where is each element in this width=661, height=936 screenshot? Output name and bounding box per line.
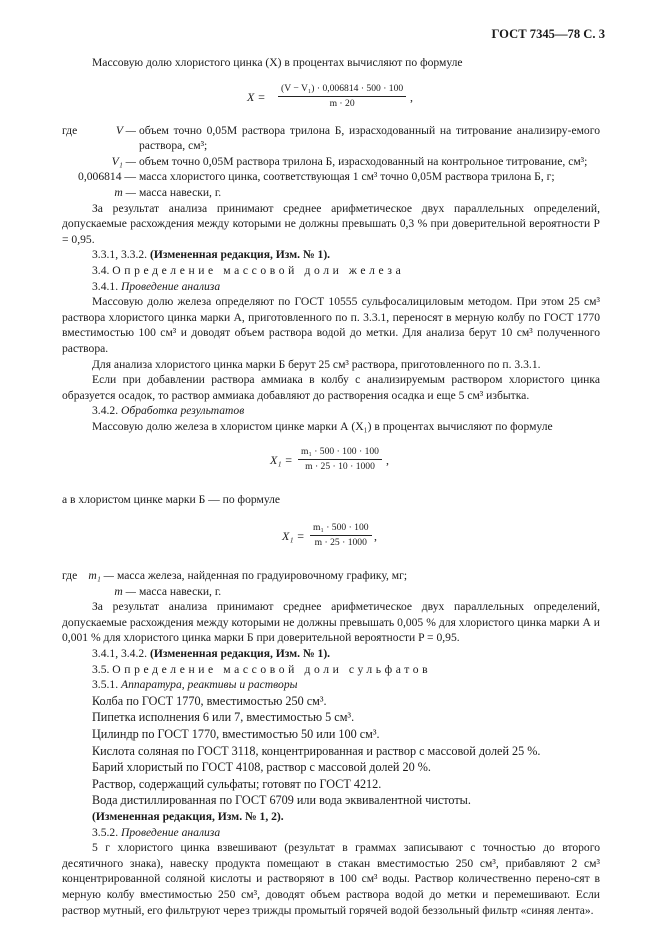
section-number: 3.4. [92, 263, 110, 277]
amendment-note-3-5-1: (Измененная редакция, Изм. № 1, 2). [92, 809, 284, 823]
definition-row [62, 123, 600, 154]
section-title: Аппаратура, реактивы и растворы [121, 678, 298, 692]
definition-prefix [62, 584, 84, 600]
definition-prefix [62, 154, 84, 170]
list-item: Колба по ГОСТ 1770, вместимостью 250 см³. [92, 693, 327, 708]
definition-row [62, 584, 600, 600]
formula-denominator: m · 25 · 1000 [314, 537, 367, 549]
subsection-3-4-1-heading [62, 279, 600, 295]
clause-number: 3.3.1, 3.3.2. [92, 248, 148, 262]
definition-text: масса навески, г. [139, 185, 222, 199]
formula-fraction [278, 83, 406, 110]
section-title: Проведение анализа [121, 825, 221, 839]
definition-prefix: где [62, 123, 78, 137]
list-item: Вода дистиллированная по ГОСТ 6709 или вода эквивалентной чистоты. [92, 793, 471, 808]
paragraph-grade-b: Для анализа хлористого цинка марки Б берут 25 см³ раствора, приготовленного по п. 3.3.1. [92, 357, 541, 371]
list-item: Барий хлористый по ГОСТ 4108, раствор с массовой долей 20 %. [92, 760, 431, 775]
formula-zinc-chloride [62, 79, 600, 115]
formula-numerator: (V − V₁) · 0,006814 · 500 · 100 [278, 83, 406, 97]
section-number: 3.5.1. [92, 678, 119, 692]
definition-symbol: 0,006814 — [78, 170, 136, 184]
paragraph-iron-formula-intro: Массовую долю железа в хлористом цинке марки А (X₁) в процентах вычисляют по формуле [92, 419, 553, 433]
definition-row [14, 169, 600, 185]
section-title: Определение массовой доли сульфатов [112, 662, 432, 676]
formula-comma: , [374, 529, 377, 544]
definition-text: объем точно 0,05М раствора трилона Б, израсходованный на титрование анализиру-емого раствора, см³; [139, 123, 600, 153]
paragraph-iron-result: За результат анализа принимают среднее арифметическое двух параллельных определений, допускаемые расхождения между которыми не должны превышать 0,005 % для хлористого цинка марки А и 0,001 % для хлористого цинка марки Б при доверительной вероятности P = 0,95. [62, 600, 600, 645]
formula-comma: , [410, 89, 413, 104]
paragraph-zinc-result: За результат анализа принимают среднее арифметическое двух параллельных определений, допускаемые расхождения между которыми не должны превышать 0,3 % при доверительной вероятности P = 0,95. [62, 201, 600, 246]
subsection-3-5-1-heading [62, 677, 600, 693]
document-body [62, 55, 600, 918]
paragraph-amendment-331 [62, 247, 600, 263]
section-title: Проведение анализа [121, 279, 221, 293]
paragraph-ammonia: Если при добавлении раствора аммиака в колбу с анализируемым раствором хлористого цинка образуется осадок, то раствор аммиака добавляют до растворения осадка и еще 5 см³ избытка. [62, 373, 600, 402]
page-header: ГОСТ 7345—78 С. 3 [491, 27, 605, 41]
paragraph-iron-method: Массовую долю железа определяют по ГОСТ 10555 сульфосалициловым методом. При этом 25 см³ раствора хлористого цинка марки А, приготовленного по п. 3.3.1, переносят в мерную колбу по ГОСТ 1770 вместимостью 100 см³ и доводят объем раствора водой до метки. Для анализа берут 10 см³ полученного раствора. [62, 295, 600, 355]
section-number: 3.4.1. [92, 279, 119, 293]
formula-numerator: m₁ · 500 · 100 [310, 522, 372, 536]
definition-text: масса хлористого цинка, соответствующая 1 см³ точно 0,05М раствора трилона Б, г; [139, 170, 555, 184]
section-number: 3.5. [92, 662, 110, 676]
paragraph-sulfate-procedure: 5 г хлористого цинка взвешивают (результат в граммах записывают с точностью до второго десятичного знака), навеску продукта помещают в стакан вместимостью 250 см³, прибавляют 2 см³ концентрированной соляной кислоты и растворяют в 100 см³ воды. Раствор количественно перено-сят в мерную колбу вместимостью 250 см³, доводят объем раствора водой до метки и перемешивают. Если раствор мутный, его фильтруют через трижды промытый горячей водой беззольный фильтр «синяя лента». [62, 841, 600, 917]
formula-numerator: m₁ · 500 · 100 · 100 [298, 446, 382, 460]
definition-symbol: m — [114, 185, 136, 199]
definition-row [62, 154, 600, 170]
definition-text: масса навески, г. [139, 584, 222, 598]
definition-text: масса железа, найденная по градуировочному графику, мг; [117, 569, 408, 583]
clause-number: 3.4.1, 3.4.2. [92, 647, 148, 661]
section-number: 3.5.2. [92, 825, 119, 839]
list-item: Кислота соляная по ГОСТ 3118, концентрированная и раствор с массовой долей 25 %. [92, 743, 541, 758]
definition-prefix: где [62, 569, 78, 583]
definition-symbol: m₁ — [88, 569, 114, 583]
formula-denominator: m · 20 [329, 97, 355, 109]
paragraph-zinc-formula-intro: Массовую долю хлористого цинка (X) в процентах вычисляют по формуле [92, 56, 463, 69]
section-number: 3.4.2. [92, 404, 119, 418]
amendment-note: (Измененная редакция, Изм. № 1). [149, 248, 331, 262]
paragraph-grade-b-formula-intro: а в хлористом цинке марки Б — по формуле [62, 493, 281, 507]
definition-symbol: V — [115, 123, 136, 137]
section-title: Обработка результатов [121, 404, 245, 418]
definition-prefix [62, 185, 84, 201]
definition-symbol: V₁ — [111, 154, 136, 168]
amendment-note: (Измененная редакция, Изм. № 1). [149, 647, 331, 661]
formula-denominator: m · 25 · 10 · 1000 [305, 461, 375, 473]
formula-lhs: X₁ = [270, 453, 293, 468]
formula-lhs: X = [247, 89, 266, 104]
formula-fraction [310, 522, 372, 549]
definition-row [62, 185, 600, 201]
formula-comma: , [386, 453, 389, 468]
definitions-iron [62, 568, 600, 599]
section-title: Определение массовой доли железа [112, 263, 405, 277]
paragraph-amendment-341 [62, 646, 600, 662]
reagents-list [62, 693, 600, 809]
subsection-3-4-2-heading [62, 403, 600, 419]
list-item: Цилиндр по ГОСТ 1770, вместимостью 50 или 100 см³. [92, 727, 380, 741]
formula-fraction [298, 446, 382, 473]
definition-symbol: m — [114, 584, 136, 598]
subsection-3-5-2-heading [62, 825, 600, 841]
list-item: Пипетка исполнения 6 или 7, вместимостью 5 см³. [92, 710, 355, 725]
formula-iron-grade-a [62, 442, 600, 478]
definition-text: объем точно 0,05М раствора трилона Б, израсходованный на контрольное титрование, см³; [139, 154, 588, 168]
section-3-4-heading [62, 263, 600, 279]
formula-lhs: X₁ = [282, 529, 305, 544]
definition-row [62, 568, 600, 584]
definitions-zinc [62, 123, 600, 201]
section-3-5-heading [62, 662, 600, 678]
formula-iron-grade-b [62, 518, 600, 554]
list-item: Раствор, содержащий сульфаты; готовят по ГОСТ 4212. [92, 776, 382, 791]
